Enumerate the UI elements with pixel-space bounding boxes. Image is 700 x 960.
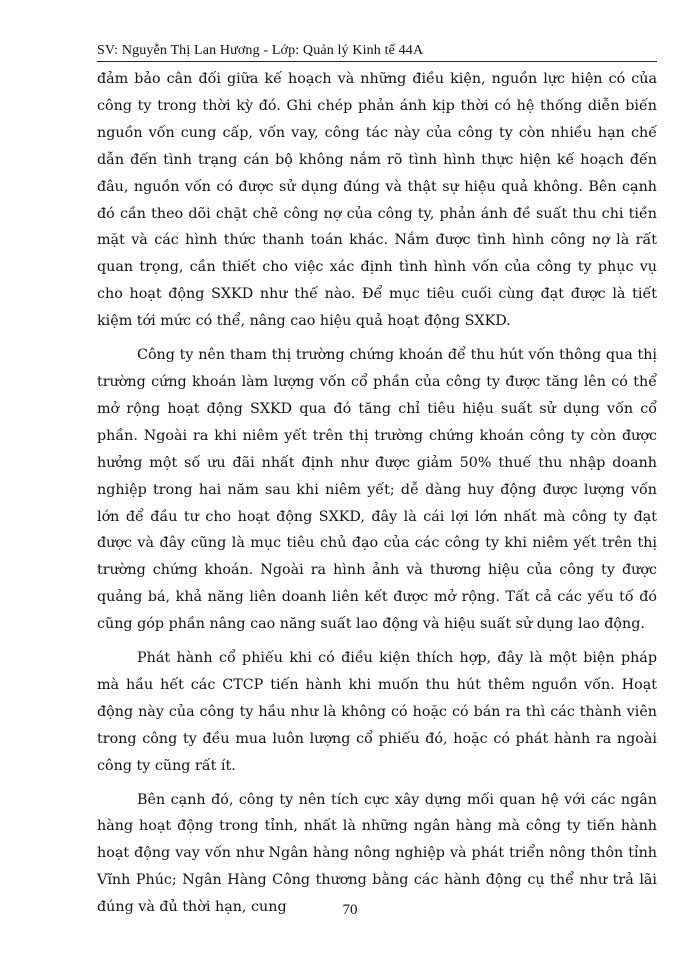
paragraph-1: đảm bảo cân đối giữa kế hoạch và những điều kiện, nguồn lực hiện có của công ty trong thời kỳ đó. Ghi chép phản ánh kịp thời có hệ thống diễn biến nguồn vốn cung cấp, vốn vay, công tác này của công ty còn nhiều hạn chế dẫn đến tình trạng cán bộ không nắm rõ tình hình thực hiện kế hoạch đến đâu, nguồn vốn có được sử dụng đúng và thật sự hiệu quả không. Bên cạnh đó cần theo dõi chặt chẽ công nợ của công ty, phản ánh đề suất thu chi tiền mặt và các hình thức thanh toán khác. Nắm được tình hình công nợ là rất quan trọng, cần thiết cho việc xác định tình hình vốn của công ty phục vụ cho hoạt động SXKD như thế nào. Để mục tiêu cuối cùng đạt được là tiết kiệm tới mức có thể, nâng cao hiệu quả hoạt động SXKD.: [97, 71, 657, 330]
paragraph-3: Phát hành cổ phiếu khi có điều kiện thích hợp, đây là một biện pháp mà hầu hết các CTCP tiến hành khi muốn thu hút thêm nguồn vốn. Hoạt động này của công ty hầu như là không có hoặc có bán ra thì các thành viên trong công ty đều mua luôn lượng cổ phiếu đó, hoặc có phát hành ra ngoài công ty cũng rất ít.: [97, 650, 657, 774]
paragraph-4: Bên cạnh đó, công ty nên tích cực xây dựng mối quan hệ với các ngân hàng hoạt động trong tỉnh, nhất là những ngân hàng mà công ty tiến hành hoạt động vay vốn như Ngân hàng nông nghiệp và phát triển nông thôn tỉnh Vĩnh Phúc; Ngân Hàng Công thương bằng các hành động cụ thể như trả lãi đúng và đủ thời hạn, cung: [97, 791, 657, 916]
body-text: [97, 66, 657, 928]
page-number: 70: [342, 902, 358, 918]
header-divider: [97, 61, 657, 62]
page-header: SV: Nguyễn Thị Lan Hương - Lớp: Quản lý Kinh tế 44A: [97, 43, 424, 58]
paragraph-2: Công ty nên tham thị trường chứng khoán để thu hút vốn thông qua thị trường cứng khoán làm lượng vốn cổ phần của công ty được tăng lên có thể mở rộng hoạt động SXKD qua đó tăng chỉ tiêu hiệu suất sử dụng vốn cổ phần. Ngoài ra khi niêm yết trên thị trường chứng khoán công ty còn được hưởng một số ưu đãi nhất định như được giảm 50% thuế thu nhập doanh nghiệp trong hai năm sau khi niêm yết; dễ dàng huy động được lượng vốn lớn để đầu tư cho hoạt động SXKD, đây là cái lợi lớn nhất mà công ty đạt được và đây cũng là mục tiêu chủ đạo của các công ty khi niêm yết trên thị trường chứng khoán. Ngoài ra hình ảnh và thương hiệu của công ty được quảng bá, khả năng liên doanh liên kết được mở rộng. Tất cả các yếu tố đó cũng góp phần nâng cao năng suất lao động và hiệu suất sử dụng lao động.: [97, 347, 657, 633]
